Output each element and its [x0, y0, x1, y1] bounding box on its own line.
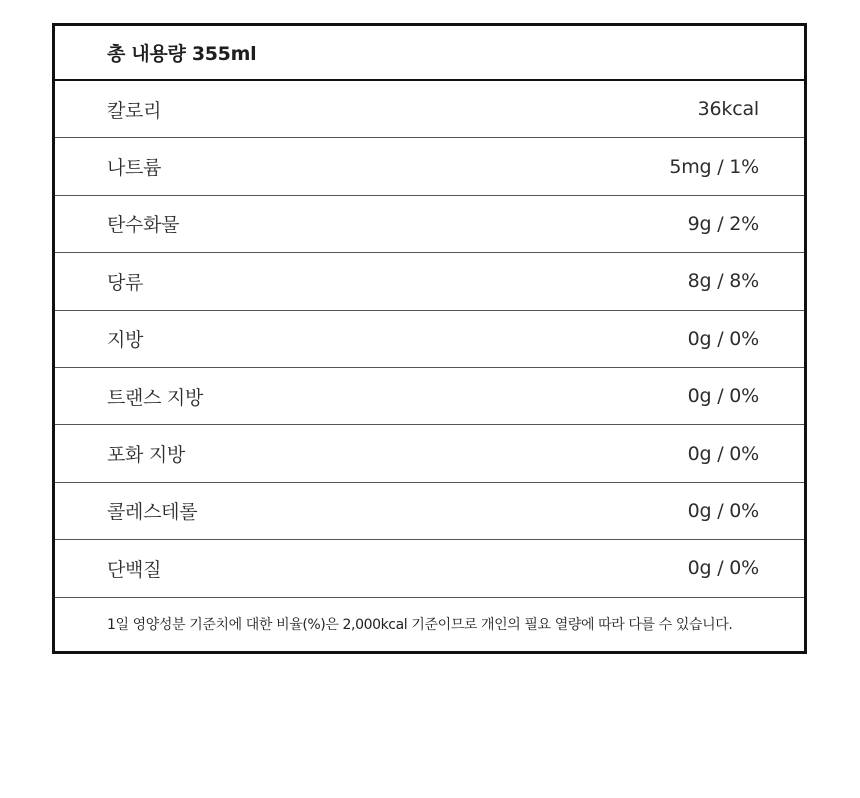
nutrition-row-carbohydrate: [55, 196, 804, 253]
row-value: 0g / 0%: [687, 385, 759, 408]
nutrition-row-fat: [55, 311, 804, 368]
row-value: 0g / 0%: [687, 499, 759, 522]
row-value: 0g / 0%: [687, 327, 759, 350]
nutrition-row-sodium: [55, 138, 804, 195]
nutrition-row-saturated-fat: [55, 425, 804, 482]
nutrition-row-protein: [55, 540, 804, 597]
row-label: 나트륨: [107, 157, 162, 180]
row-label: 단백질: [107, 558, 162, 581]
row-label: 지방: [107, 329, 144, 352]
daily-value-footnote: 1일 영양성분 기준치에 대한 비율(%)은 2,000kcal 기준이므로 개인의 필요 열량에 따라 다를 수 있습니다.: [107, 617, 733, 634]
nutrition-row-trans-fat: [55, 368, 804, 425]
total-volume-title: 총 내용량 355ml: [107, 43, 257, 65]
row-value: 36kcal: [697, 98, 759, 121]
row-value: 8g / 8%: [687, 270, 759, 293]
nutrition-facts-table: [52, 23, 807, 654]
row-label: 탄수화물: [107, 214, 180, 237]
row-label: 콜레스테롤: [107, 501, 198, 524]
row-label: 당류: [107, 271, 144, 294]
row-value: 9g / 2%: [687, 212, 759, 235]
table-header: [55, 26, 804, 81]
row-label: 칼로리: [107, 99, 162, 122]
nutrition-row-cholesterol: [55, 483, 804, 540]
nutrition-row-sugars: [55, 253, 804, 310]
row-label: 트랜스 지방: [107, 386, 204, 409]
row-value: 5mg / 1%: [669, 155, 759, 178]
row-value: 0g / 0%: [687, 557, 759, 580]
nutrition-row-calories: [55, 81, 804, 138]
row-label: 포화 지방: [107, 444, 185, 467]
nutrition-rows: [55, 81, 804, 598]
row-value: 0g / 0%: [687, 442, 759, 465]
